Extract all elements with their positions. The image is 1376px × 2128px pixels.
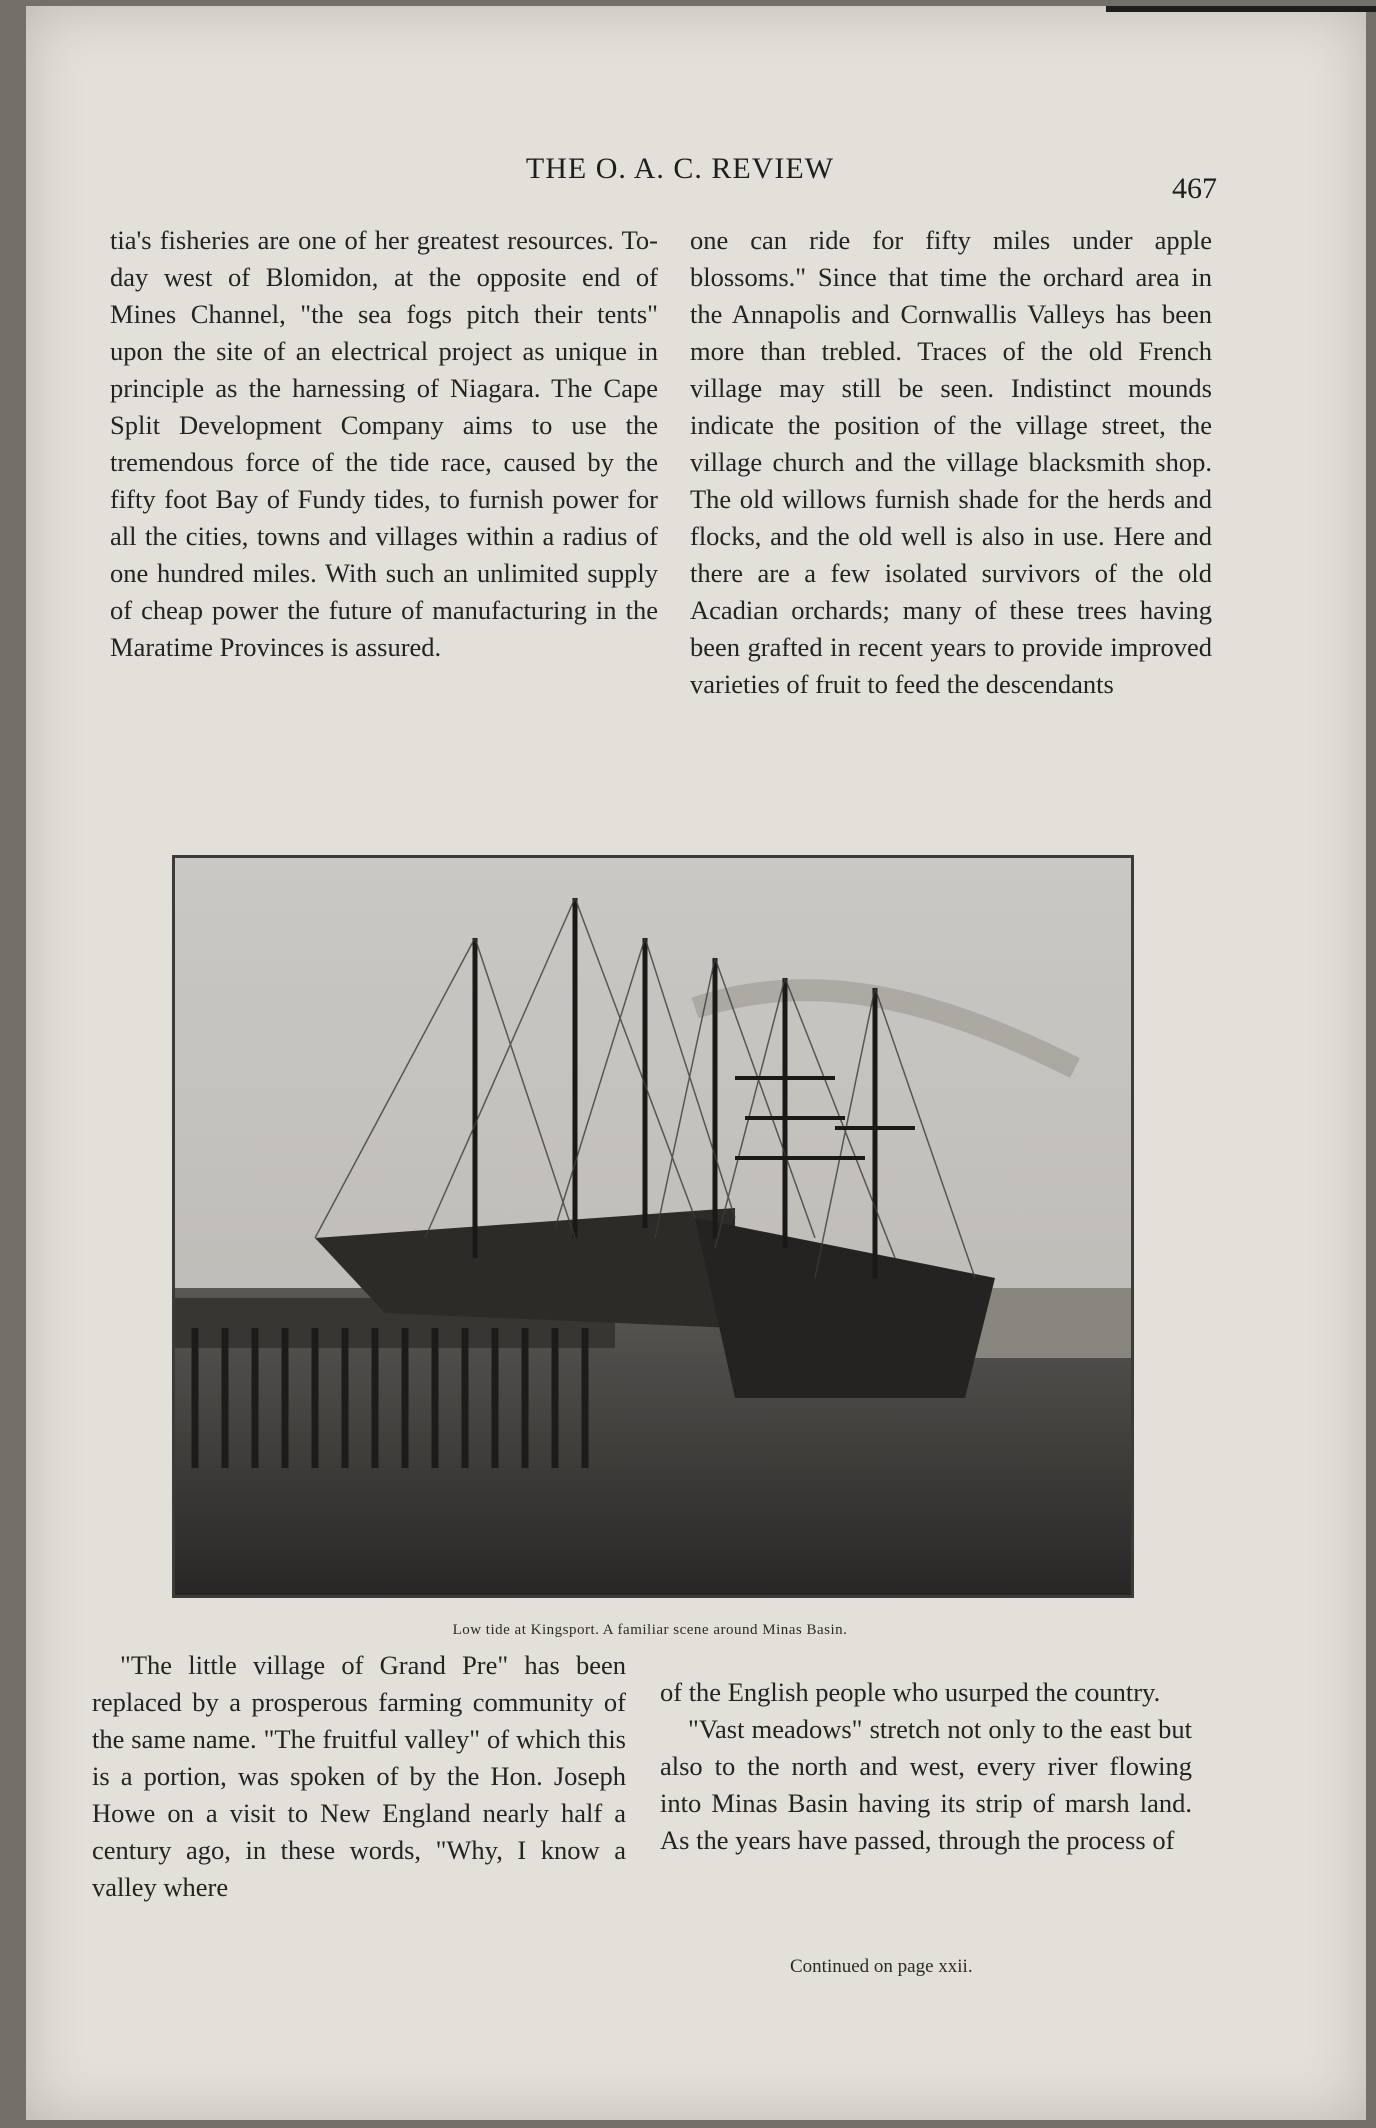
column-bottom-left xyxy=(92,1647,626,1906)
ship-photograph xyxy=(172,855,1134,1598)
page-number: 467 xyxy=(1172,172,1217,205)
column-top-left xyxy=(110,222,658,666)
column-top-right xyxy=(690,222,1212,703)
paragraph: "The little village of Grand Pre" has been replaced by a prosperous farming community of the same name. "The fruitful valley" of which this is a portion, was spoken of by the Hon. Joseph Howe on a visit to New England nearly half a century ago, in these words, "Why, I know a valley where xyxy=(92,1650,626,1902)
paragraph: one can ride for fifty miles under apple blossoms." Since that time the orchard area in the Annapolis and Cornwallis Valleys has been more than trebled. Traces of the old French village may still be seen. Indistinct mounds indicate the position of the village street, the village church and the village blacksmith shop. The old willows furnish shade for the herds and flocks, and the old well is also in use. Here and there are a few isolated survivors of the old Acadian orchards; many of these trees having been grafted in recent years to provide improved varieties of fruit to feed the descendants xyxy=(690,225,1212,699)
continued-note: Continued on page xxii. xyxy=(790,1956,973,1977)
paragraph: of the English people who usurped the country. xyxy=(660,1677,1161,1707)
paragraph: "Vast meadows" stretch not only to the east but also to the north and west, every river flowing into Minas Basin having its strip of marsh land. As the years have passed, through the process of xyxy=(660,1714,1192,1855)
ship-photograph-drawing xyxy=(175,858,1131,1595)
scan-top-bar xyxy=(1106,6,1376,12)
column-bottom-right xyxy=(660,1674,1192,1859)
figure-caption: Low tide at Kingsport. A familiar scene around Minas Basin. xyxy=(452,1622,848,1638)
running-head: THE O. A. C. REVIEW xyxy=(525,152,835,185)
paragraph: tia's fisheries are one of her greatest resources. To-day west of Blomidon, at the opposite end of Mines Channel, "the sea fogs pitch their tents" upon the site of an electrical project as unique in principle as the harnessing of Niagara. The Cape Split Development Company aims to use the tremendous force of the tide race, caused by the fifty foot Bay of Fundy tides, to furnish power for all the cities, towns and villages within a radius of one hundred miles. With such an unlimited supply of cheap power the future of manufacturing in the Maratime Provinces is assured. xyxy=(110,225,658,662)
